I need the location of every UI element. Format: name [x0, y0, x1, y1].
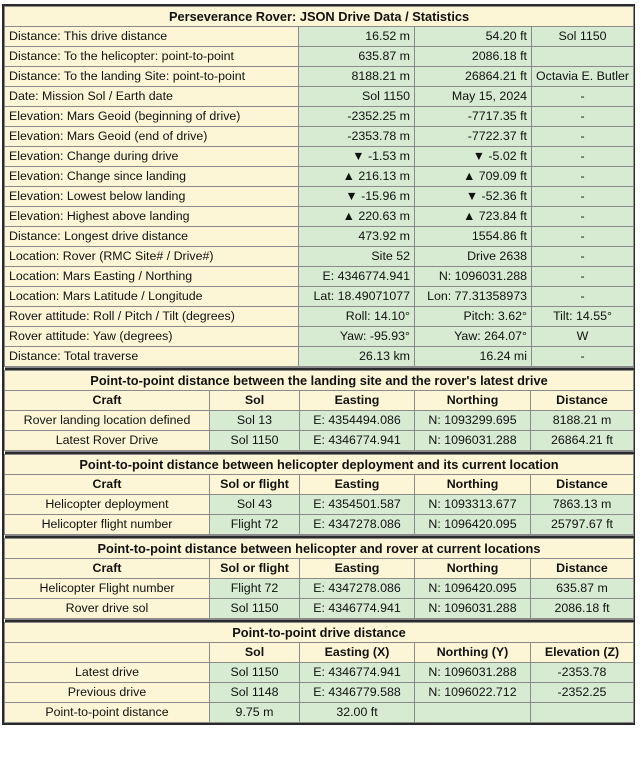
column-header: Craft — [5, 391, 210, 411]
table-cell: E: 4354494.086 — [300, 411, 415, 431]
stat-value-extra — [532, 47, 634, 67]
column-header: Easting — [300, 559, 415, 579]
column-header: Northing — [415, 559, 531, 579]
stat-row — [5, 167, 634, 187]
column-header — [5, 643, 210, 663]
stat-value-metric: 473.92 m — [299, 227, 415, 247]
stat-value-metric: -2352.25 m — [299, 107, 415, 127]
heli-table — [4, 451, 634, 535]
stat-label: Distance: Longest drive distance — [5, 227, 299, 247]
stat-label: Location: Mars Easting / Northing — [5, 267, 299, 287]
stat-value-imperial: ▲ 709.09 ft — [415, 167, 532, 187]
table-cell: N: 1093313.677 — [415, 495, 531, 515]
stat-row — [5, 67, 634, 87]
table-cell: 2086.18 ft — [531, 599, 634, 619]
table-cell — [531, 703, 634, 723]
stat-row — [5, 107, 634, 127]
stat-value-extra: - — [532, 267, 634, 287]
stat-row — [5, 227, 634, 247]
stat-value-imperial: -7717.35 ft — [415, 107, 532, 127]
table-cell: 9.75 m — [210, 703, 300, 723]
stat-value-metric: ▲ 216.13 m — [299, 167, 415, 187]
table-cell: N: 1096420.095 — [415, 515, 531, 535]
column-header: Northing — [415, 475, 531, 495]
main-title: Perseverance Rover: JSON Drive Data / Statistics — [5, 7, 634, 27]
column-header: Distance — [531, 559, 634, 579]
table-cell: Rover drive sol — [5, 599, 210, 619]
table-cell: N: 1096420.095 — [415, 579, 531, 599]
stat-value-imperial: N: 1096031.288 — [415, 267, 532, 287]
stat-value-extra: - — [532, 147, 634, 167]
header-row — [5, 475, 634, 495]
stat-label: Elevation: Highest above landing — [5, 207, 299, 227]
table-row — [5, 495, 634, 515]
table-cell: N: 1093299.695 — [415, 411, 531, 431]
stat-value-extra: Tilt: 14.55° — [532, 307, 634, 327]
table-row — [5, 411, 634, 431]
header-row — [5, 391, 634, 411]
table-cell: E: 4347278.086 — [300, 579, 415, 599]
stat-value-imperial: ▼ -5.02 ft — [415, 147, 532, 167]
table-row — [5, 431, 634, 451]
stat-row — [5, 287, 634, 307]
stat-row — [5, 187, 634, 207]
stat-value-imperial: May 15, 2024 — [415, 87, 532, 107]
stat-label: Distance: Total traverse — [5, 347, 299, 367]
stat-label: Elevation: Mars Geoid (beginning of drive) — [5, 107, 299, 127]
table-cell: E: 4346774.941 — [300, 663, 415, 683]
table-row — [5, 515, 634, 535]
stat-value-metric: Site 52 — [299, 247, 415, 267]
stat-value-imperial: Lon: 77.31358973 — [415, 287, 532, 307]
main-stats-table — [4, 6, 634, 367]
stat-row — [5, 247, 634, 267]
stat-value-metric: ▼ -15.96 m — [299, 187, 415, 207]
stat-label: Distance: This drive distance — [5, 27, 299, 47]
stat-value-imperial: 1554.86 ft — [415, 227, 532, 247]
stat-row — [5, 307, 634, 327]
stat-row — [5, 27, 634, 47]
stat-value-imperial: ▼ -52.36 ft — [415, 187, 532, 207]
table-row — [5, 703, 634, 723]
stat-value-metric: E: 4346774.941 — [299, 267, 415, 287]
table-cell: 26864.21 ft — [531, 431, 634, 451]
helirover-table — [4, 535, 634, 619]
table-row — [5, 683, 634, 703]
stat-value-metric: 8188.21 m — [299, 67, 415, 87]
stat-value-extra: - — [532, 207, 634, 227]
stat-value-extra: - — [532, 247, 634, 267]
stat-value-metric: -2353.78 m — [299, 127, 415, 147]
column-header: Sol or flight — [210, 475, 300, 495]
stat-row — [5, 267, 634, 287]
table-cell: 635.87 m — [531, 579, 634, 599]
table-cell: Point-to-point distance — [5, 703, 210, 723]
stat-value-metric: 16.52 m — [299, 27, 415, 47]
stat-row — [5, 207, 634, 227]
stat-value-imperial: -7722.37 ft — [415, 127, 532, 147]
stat-value-extra: - — [532, 107, 634, 127]
table-cell: Rover landing location defined — [5, 411, 210, 431]
stat-row — [5, 47, 634, 67]
stat-label: Location: Rover (RMC Site# / Drive#) — [5, 247, 299, 267]
column-header: Northing — [415, 391, 531, 411]
stat-value-extra: - — [532, 347, 634, 367]
stat-value-imperial: Drive 2638 — [415, 247, 532, 267]
stat-label: Elevation: Mars Geoid (end of drive) — [5, 127, 299, 147]
table-row — [5, 663, 634, 683]
stat-value-extra: - — [532, 167, 634, 187]
stat-label: Distance: To the helicopter: point-to-point — [5, 47, 299, 67]
table-cell: Sol 1148 — [210, 683, 300, 703]
stat-value-imperial: 16.24 mi — [415, 347, 532, 367]
table-cell: Latest drive — [5, 663, 210, 683]
column-header: Northing (Y) — [415, 643, 531, 663]
table-cell: Helicopter Flight number — [5, 579, 210, 599]
stat-row — [5, 347, 634, 367]
table-cell: Sol 1150 — [210, 599, 300, 619]
stat-value-imperial: Yaw: 264.07° — [415, 327, 532, 347]
table-cell: 8188.21 m — [531, 411, 634, 431]
stat-value-imperial: 2086.18 ft — [415, 47, 532, 67]
table-cell: Latest Rover Drive — [5, 431, 210, 451]
stat-label: Elevation: Lowest below landing — [5, 187, 299, 207]
table-cell: Helicopter flight number — [5, 515, 210, 535]
table-cell: E: 4346779.588 — [300, 683, 415, 703]
stat-value-extra: Octavia E. Butler — [532, 67, 634, 87]
helirover-title: Point-to-point distance between helicopter and rover at current locations — [5, 539, 634, 559]
table-cell: E: 4354501.587 — [300, 495, 415, 515]
header-row — [5, 643, 634, 663]
table-cell: Sol 1150 — [210, 431, 300, 451]
table-cell: Previous drive — [5, 683, 210, 703]
column-header: Easting — [300, 475, 415, 495]
stat-value-extra: - — [532, 127, 634, 147]
stat-label: Distance: To the landing Site: point-to-point — [5, 67, 299, 87]
stat-label: Location: Mars Latitude / Longitude — [5, 287, 299, 307]
stat-value-metric: 26.13 km — [299, 347, 415, 367]
stat-label: Elevation: Change since landing — [5, 167, 299, 187]
table-cell: Sol 1150 — [210, 663, 300, 683]
table-cell: E: 4346774.941 — [300, 431, 415, 451]
stat-value-extra: - — [532, 227, 634, 247]
stat-value-metric: ▼ -1.53 m — [299, 147, 415, 167]
table-cell: Sol 13 — [210, 411, 300, 431]
stat-value-metric: 635.87 m — [299, 47, 415, 67]
stat-value-extra: - — [532, 287, 634, 307]
stat-value-extra: W — [532, 327, 634, 347]
table-row — [5, 579, 634, 599]
table-cell: E: 4347278.086 — [300, 515, 415, 535]
stat-label: Rover attitude: Roll / Pitch / Tilt (degrees) — [5, 307, 299, 327]
stat-row — [5, 327, 634, 347]
table-row — [5, 599, 634, 619]
column-header: Distance — [531, 475, 634, 495]
stat-value-metric: Roll: 14.10° — [299, 307, 415, 327]
stat-value-extra: - — [532, 187, 634, 207]
header-row — [5, 559, 634, 579]
stat-row — [5, 127, 634, 147]
stat-value-extra: - — [532, 87, 634, 107]
stat-value-imperial: 26864.21 ft — [415, 67, 532, 87]
stat-row — [5, 87, 634, 107]
drive-statistics-panel — [2, 4, 635, 725]
stat-row — [5, 147, 634, 167]
column-header: Easting — [300, 391, 415, 411]
stat-label: Rover attitude: Yaw (degrees) — [5, 327, 299, 347]
table-cell — [415, 703, 531, 723]
drive-table — [4, 619, 634, 723]
table-cell: 32.00 ft — [300, 703, 415, 723]
stat-label: Date: Mission Sol / Earth date — [5, 87, 299, 107]
table-cell: Flight 72 — [210, 579, 300, 599]
table-cell: N: 1096031.288 — [415, 663, 531, 683]
table-cell: -2352.25 — [531, 683, 634, 703]
column-header: Sol or flight — [210, 559, 300, 579]
stat-value-metric: Yaw: -95.93° — [299, 327, 415, 347]
table-cell: 25797.67 ft — [531, 515, 634, 535]
column-header: Easting (X) — [300, 643, 415, 663]
stat-value-imperial: ▲ 723.84 ft — [415, 207, 532, 227]
heli-title: Point-to-point distance between helicopter deployment and its current location — [5, 455, 634, 475]
landing-table — [4, 367, 634, 451]
stat-value-imperial: Pitch: 3.62° — [415, 307, 532, 327]
table-cell: Helicopter deployment — [5, 495, 210, 515]
table-cell: N: 1096031.288 — [415, 431, 531, 451]
table-cell: Flight 72 — [210, 515, 300, 535]
stat-value-imperial: 54.20 ft — [415, 27, 532, 47]
column-header: Elevation (Z) — [531, 643, 634, 663]
column-header: Sol — [210, 643, 300, 663]
stat-value-metric: Sol 1150 — [299, 87, 415, 107]
column-header: Sol — [210, 391, 300, 411]
stat-value-metric: Lat: 18.49071077 — [299, 287, 415, 307]
table-cell: N: 1096031.288 — [415, 599, 531, 619]
stat-value-extra: Sol 1150 — [532, 27, 634, 47]
column-header: Distance — [531, 391, 634, 411]
column-header: Craft — [5, 475, 210, 495]
table-cell: N: 1096022.712 — [415, 683, 531, 703]
table-cell: E: 4346774.941 — [300, 599, 415, 619]
table-cell: Sol 43 — [210, 495, 300, 515]
stat-label: Elevation: Change during drive — [5, 147, 299, 167]
table-cell: 7863.13 m — [531, 495, 634, 515]
landing-title: Point-to-point distance between the landing site and the rover's latest drive — [5, 371, 634, 391]
stat-value-metric: ▲ 220.63 m — [299, 207, 415, 227]
table-cell: -2353.78 — [531, 663, 634, 683]
drive-title: Point-to-point drive distance — [5, 623, 634, 643]
column-header: Craft — [5, 559, 210, 579]
